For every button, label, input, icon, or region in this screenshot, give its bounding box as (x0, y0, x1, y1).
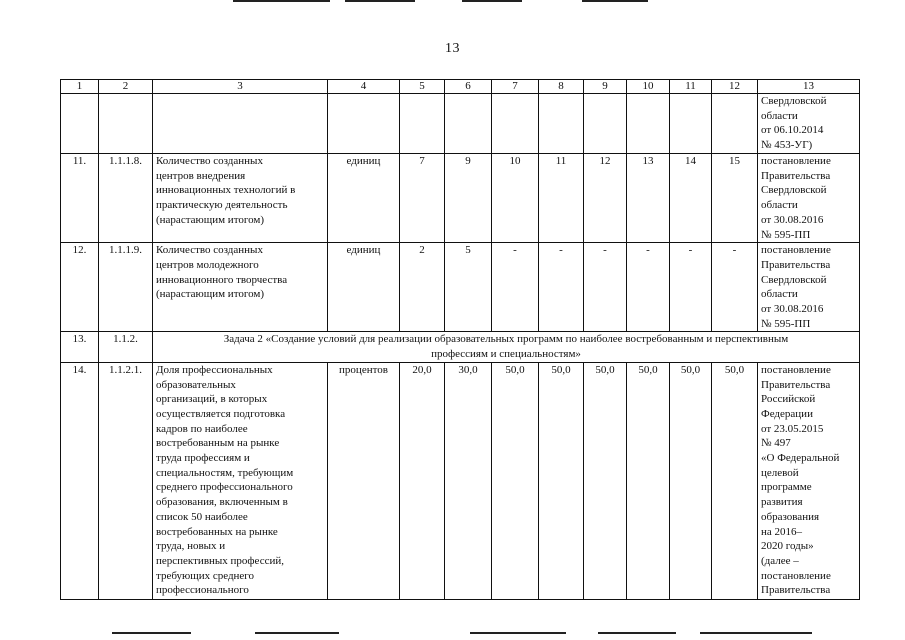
value-cell: 11 (539, 154, 584, 243)
basis-line: Федерации (761, 407, 813, 420)
value-cell: 50,0 (584, 362, 627, 599)
page-number: 13 (445, 41, 460, 56)
row-number: 13. (61, 332, 99, 362)
empty-cell (584, 94, 627, 154)
value-cell: 50,0 (627, 362, 670, 599)
empty-cell (153, 94, 328, 154)
value-cell: 13 (627, 154, 670, 243)
indicator-name (153, 154, 328, 243)
unit-cell: процентов (328, 362, 400, 599)
header-cell: 9 (584, 80, 627, 94)
indicator-line: (нарастающим итогом) (156, 213, 265, 226)
value-cell: 30,0 (445, 362, 492, 599)
row-number: 11. (61, 154, 99, 243)
header-cell: 5 (400, 80, 445, 94)
basis-line: образования (761, 510, 820, 523)
basis-line: № 595-ПП (761, 317, 811, 330)
basis-line: постановление (761, 363, 831, 376)
basis-line: области (761, 199, 798, 212)
row-code: 1.1.1.8. (99, 154, 153, 243)
row-code: 1.1.1.9. (99, 243, 153, 332)
unit-cell: единиц (328, 243, 400, 332)
basis-line: от 23.05.2015 (761, 422, 824, 435)
indicator-line: организаций, в которых (156, 393, 268, 406)
scan-edge-bottom-3 (470, 632, 566, 634)
indicator-line: Доля профессиональных (156, 363, 273, 376)
header-cell: 7 (492, 80, 539, 94)
value-cell: 50,0 (492, 362, 539, 599)
value-cell: 5 (445, 243, 492, 332)
empty-cell (445, 94, 492, 154)
indicator-line: инновационного творчества (156, 273, 288, 286)
empty-cell (539, 94, 584, 154)
basis-line: Правительства (761, 169, 831, 182)
indicator-name (153, 362, 328, 599)
value-cell: 15 (712, 154, 758, 243)
basis-line: (далее – (761, 554, 799, 567)
header-cell: 12 (712, 80, 758, 94)
basis-line: Свердловской (761, 184, 827, 197)
scan-edge-bottom-1 (112, 632, 191, 634)
basis-cell (758, 94, 860, 154)
header-cell: 13 (758, 80, 860, 94)
indicators-table (60, 79, 860, 600)
row-code: 1.1.2.1. (99, 362, 153, 599)
row-number: 14. (61, 362, 99, 599)
basis-cell (758, 362, 860, 599)
value-cell: 50,0 (670, 362, 712, 599)
indicator-line: список 50 наиболее (156, 510, 248, 523)
basis-line: Свердловской (761, 95, 827, 107)
indicator-line: среднего профессионального (156, 481, 293, 494)
basis-cell (758, 243, 860, 332)
table-header-row (61, 80, 860, 94)
basis-line: Правительства (761, 378, 831, 391)
row-number: 12. (61, 243, 99, 332)
value-cell: - (712, 243, 758, 332)
header-cell: 11 (670, 80, 712, 94)
basis-line: от 06.10.2014 (761, 124, 824, 137)
indicator-line: центров внедрения (156, 169, 246, 182)
basis-line: 2020 годы» (761, 540, 814, 553)
scan-edge-top-3 (462, 0, 522, 2)
indicator-line: инновационных технологий в (156, 184, 296, 197)
basis-line: «О Федеральной (761, 452, 840, 465)
task-heading (153, 332, 860, 362)
indicator-line: профессионального (156, 584, 249, 597)
indicator-name (153, 243, 328, 332)
indicator-line: востребованным на рынке (156, 437, 280, 450)
value-cell: 12 (584, 154, 627, 243)
task-line: профессиям и специальностям» (431, 348, 581, 361)
table-row-continuation (61, 94, 860, 154)
indicator-line: осуществляется подготовка (156, 407, 286, 420)
empty-cell (492, 94, 539, 154)
header-cell: 2 (99, 80, 153, 94)
scan-edge-bottom-5 (700, 632, 812, 634)
basis-line: Российской (761, 393, 816, 406)
empty-cell (627, 94, 670, 154)
table-row (61, 154, 860, 243)
basis-line: постановление (761, 244, 831, 257)
table-row (61, 243, 860, 332)
scan-edge-bottom-2 (255, 632, 339, 634)
basis-line: Свердловской (761, 273, 827, 286)
empty-cell (328, 94, 400, 154)
value-cell: - (627, 243, 670, 332)
scan-edge-top-4 (582, 0, 648, 2)
empty-cell (712, 94, 758, 154)
indicator-line: востребованных на рынке (156, 525, 278, 538)
basis-line: Правительства (761, 258, 831, 271)
indicator-line: Количество созданных (156, 155, 263, 167)
indicator-line: кадров по наиболее (156, 422, 248, 435)
indicator-line: труда профессиям и (156, 452, 250, 465)
table-row-task (61, 332, 860, 362)
indicator-line: труда, новых и (156, 540, 226, 553)
basis-line: постановление (761, 569, 831, 582)
indicator-line: специальностям, требующим (156, 466, 294, 479)
basis-line: развития (761, 496, 803, 509)
indicator-line: образования, включенным в (156, 496, 288, 509)
row-code: 1.1.2. (99, 332, 153, 362)
basis-line: области (761, 109, 798, 122)
basis-line: на 2016– (761, 525, 803, 538)
unit-cell: единиц (328, 154, 400, 243)
indicator-line: образовательных (156, 378, 236, 391)
scan-edge-bottom-4 (598, 632, 676, 634)
scan-edge-top-2 (345, 0, 415, 2)
basis-line: области (761, 288, 798, 301)
indicator-line: перспективных профессий, (156, 554, 284, 567)
indicator-line: (нарастающим итогом) (156, 288, 265, 301)
indicator-line: центров молодежного (156, 258, 259, 271)
value-cell: - (539, 243, 584, 332)
basis-line: от 30.08.2016 (761, 213, 824, 226)
indicator-line: Количество созданных (156, 244, 263, 257)
table-row (61, 362, 860, 599)
value-cell: 50,0 (539, 362, 584, 599)
basis-line: постановление (761, 155, 831, 167)
header-cell: 1 (61, 80, 99, 94)
header-cell: 4 (328, 80, 400, 94)
value-cell: - (492, 243, 539, 332)
basis-line: № 453-УГ) (761, 139, 813, 152)
indicator-line: требующих среднего (156, 569, 255, 582)
empty-cell (400, 94, 445, 154)
basis-cell (758, 154, 860, 243)
header-cell: 10 (627, 80, 670, 94)
value-cell: 9 (445, 154, 492, 243)
scan-edge-top-1 (233, 0, 330, 2)
value-cell: 14 (670, 154, 712, 243)
basis-line: Правительства (761, 584, 831, 597)
task-line: Задача 2 «Создание условий для реализации образовательных программ по наиболее востребованным и перспективным (223, 333, 789, 346)
value-cell: 10 (492, 154, 539, 243)
header-cell: 6 (445, 80, 492, 94)
value-cell: - (584, 243, 627, 332)
header-cell: 8 (539, 80, 584, 94)
header-cell: 3 (153, 80, 328, 94)
basis-line: № 595-ПП (761, 228, 811, 241)
value-cell: 50,0 (712, 362, 758, 599)
value-cell: 7 (400, 154, 445, 243)
empty-cell (99, 94, 153, 154)
basis-line: от 30.08.2016 (761, 303, 824, 316)
empty-cell (670, 94, 712, 154)
basis-line: целевой (761, 466, 799, 479)
basis-line: № 497 (761, 437, 791, 450)
empty-cell (61, 94, 99, 154)
basis-line: программе (761, 481, 812, 494)
value-cell: 2 (400, 243, 445, 332)
indicator-line: практическую деятельность (156, 199, 288, 212)
value-cell: 20,0 (400, 362, 445, 599)
value-cell: - (670, 243, 712, 332)
